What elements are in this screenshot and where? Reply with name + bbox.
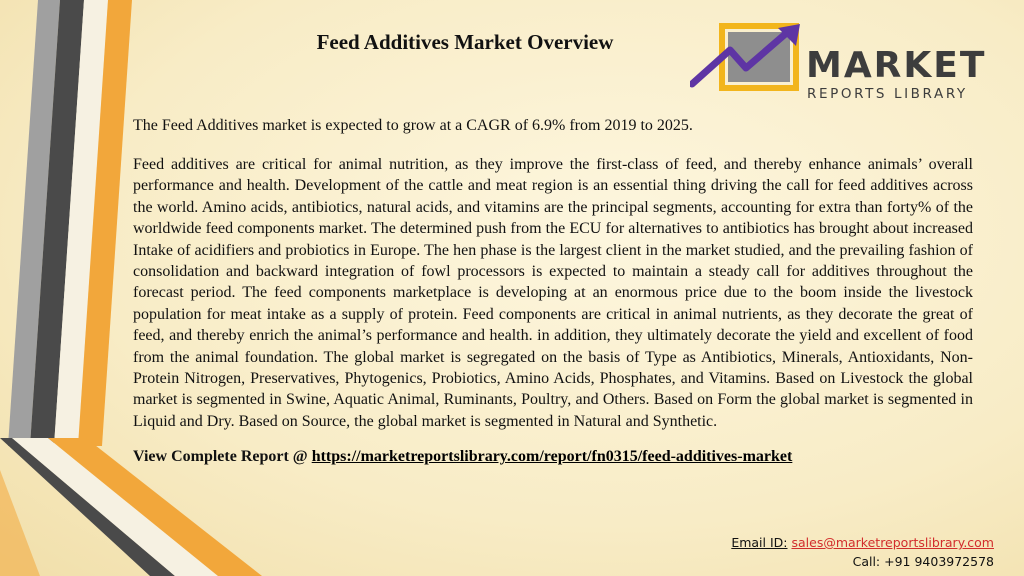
- report-line: [133, 448, 973, 466]
- rising-arrow-chart-icon: [690, 22, 810, 108]
- logo-tagline: REPORTS LIBRARY: [807, 86, 968, 102]
- logo-wordmark: MARKET: [806, 45, 987, 86]
- email-label: Email ID:: [731, 535, 788, 550]
- contact-info: [731, 533, 994, 571]
- lead-paragraph: The Feed Additives market is expected to grow at a CAGR of 6.9% from 2019 to 2025.: [133, 117, 693, 134]
- body-paragraph: Feed additives are critical for animal nutrition, as they improve the first-class of feed, and thereby enhance animals’ overall performance and health. Development of the cattle and meat region is an essential thing driving the call for feed additives across the world. Amino acids, antibiotics, natural acids, and vitamins are the principal segments, accounting for extra than forty% of the worldwide feed components market. The determined push from the ECU for alternatives to antibiotics has brought about increased Intake of acidifiers and probiotics in Europe. The hen phase is the largest client in the market studied, and the prevailing fashion of consolidation and backward integration of fowl processors is expected to maintain a steady call for additives throughout the forecast period. The feed components marketplace is developing at an enormous price due to the boom inside the livestock population for meat intake as a supply of protein. Feed components are critical in animal nutrients, as they decorate the great of feed, and thereby enrich the animal’s performance and health. in addition, they ultimately decorate the yield and excellent of food from the animal foundation. The global market is segregated on the basis of Type as Antibiotics, Minerals, Antioxidants, Non-Protein Nitrogen, Preservatives, Phytogenics, Probiotics, Amino Acids, Phosphates, and Vitamins. Based on Livestock the global market is segmented in Swine, Aquatic Animal, Ruminants, Poultry, and Others. Based on Form the global market is segmented in Liquid and Dry. Based on Source, the global market is segmented in Natural and Synthetic.: [133, 156, 973, 430]
- email-row: [731, 533, 994, 552]
- report-link[interactable]: https://marketreportslibrary.com/report/fn0315/feed-additives-market: [311, 448, 793, 466]
- company-logo: [690, 22, 990, 108]
- email-link[interactable]: sales@marketreportslibrary.com: [791, 535, 994, 550]
- page-title: Feed Additives Market Overview: [316, 30, 614, 54]
- main-content: [133, 116, 973, 466]
- report-prefix: View Complete Report @: [133, 448, 312, 466]
- call-text: Call: +91 9403972578: [852, 554, 994, 569]
